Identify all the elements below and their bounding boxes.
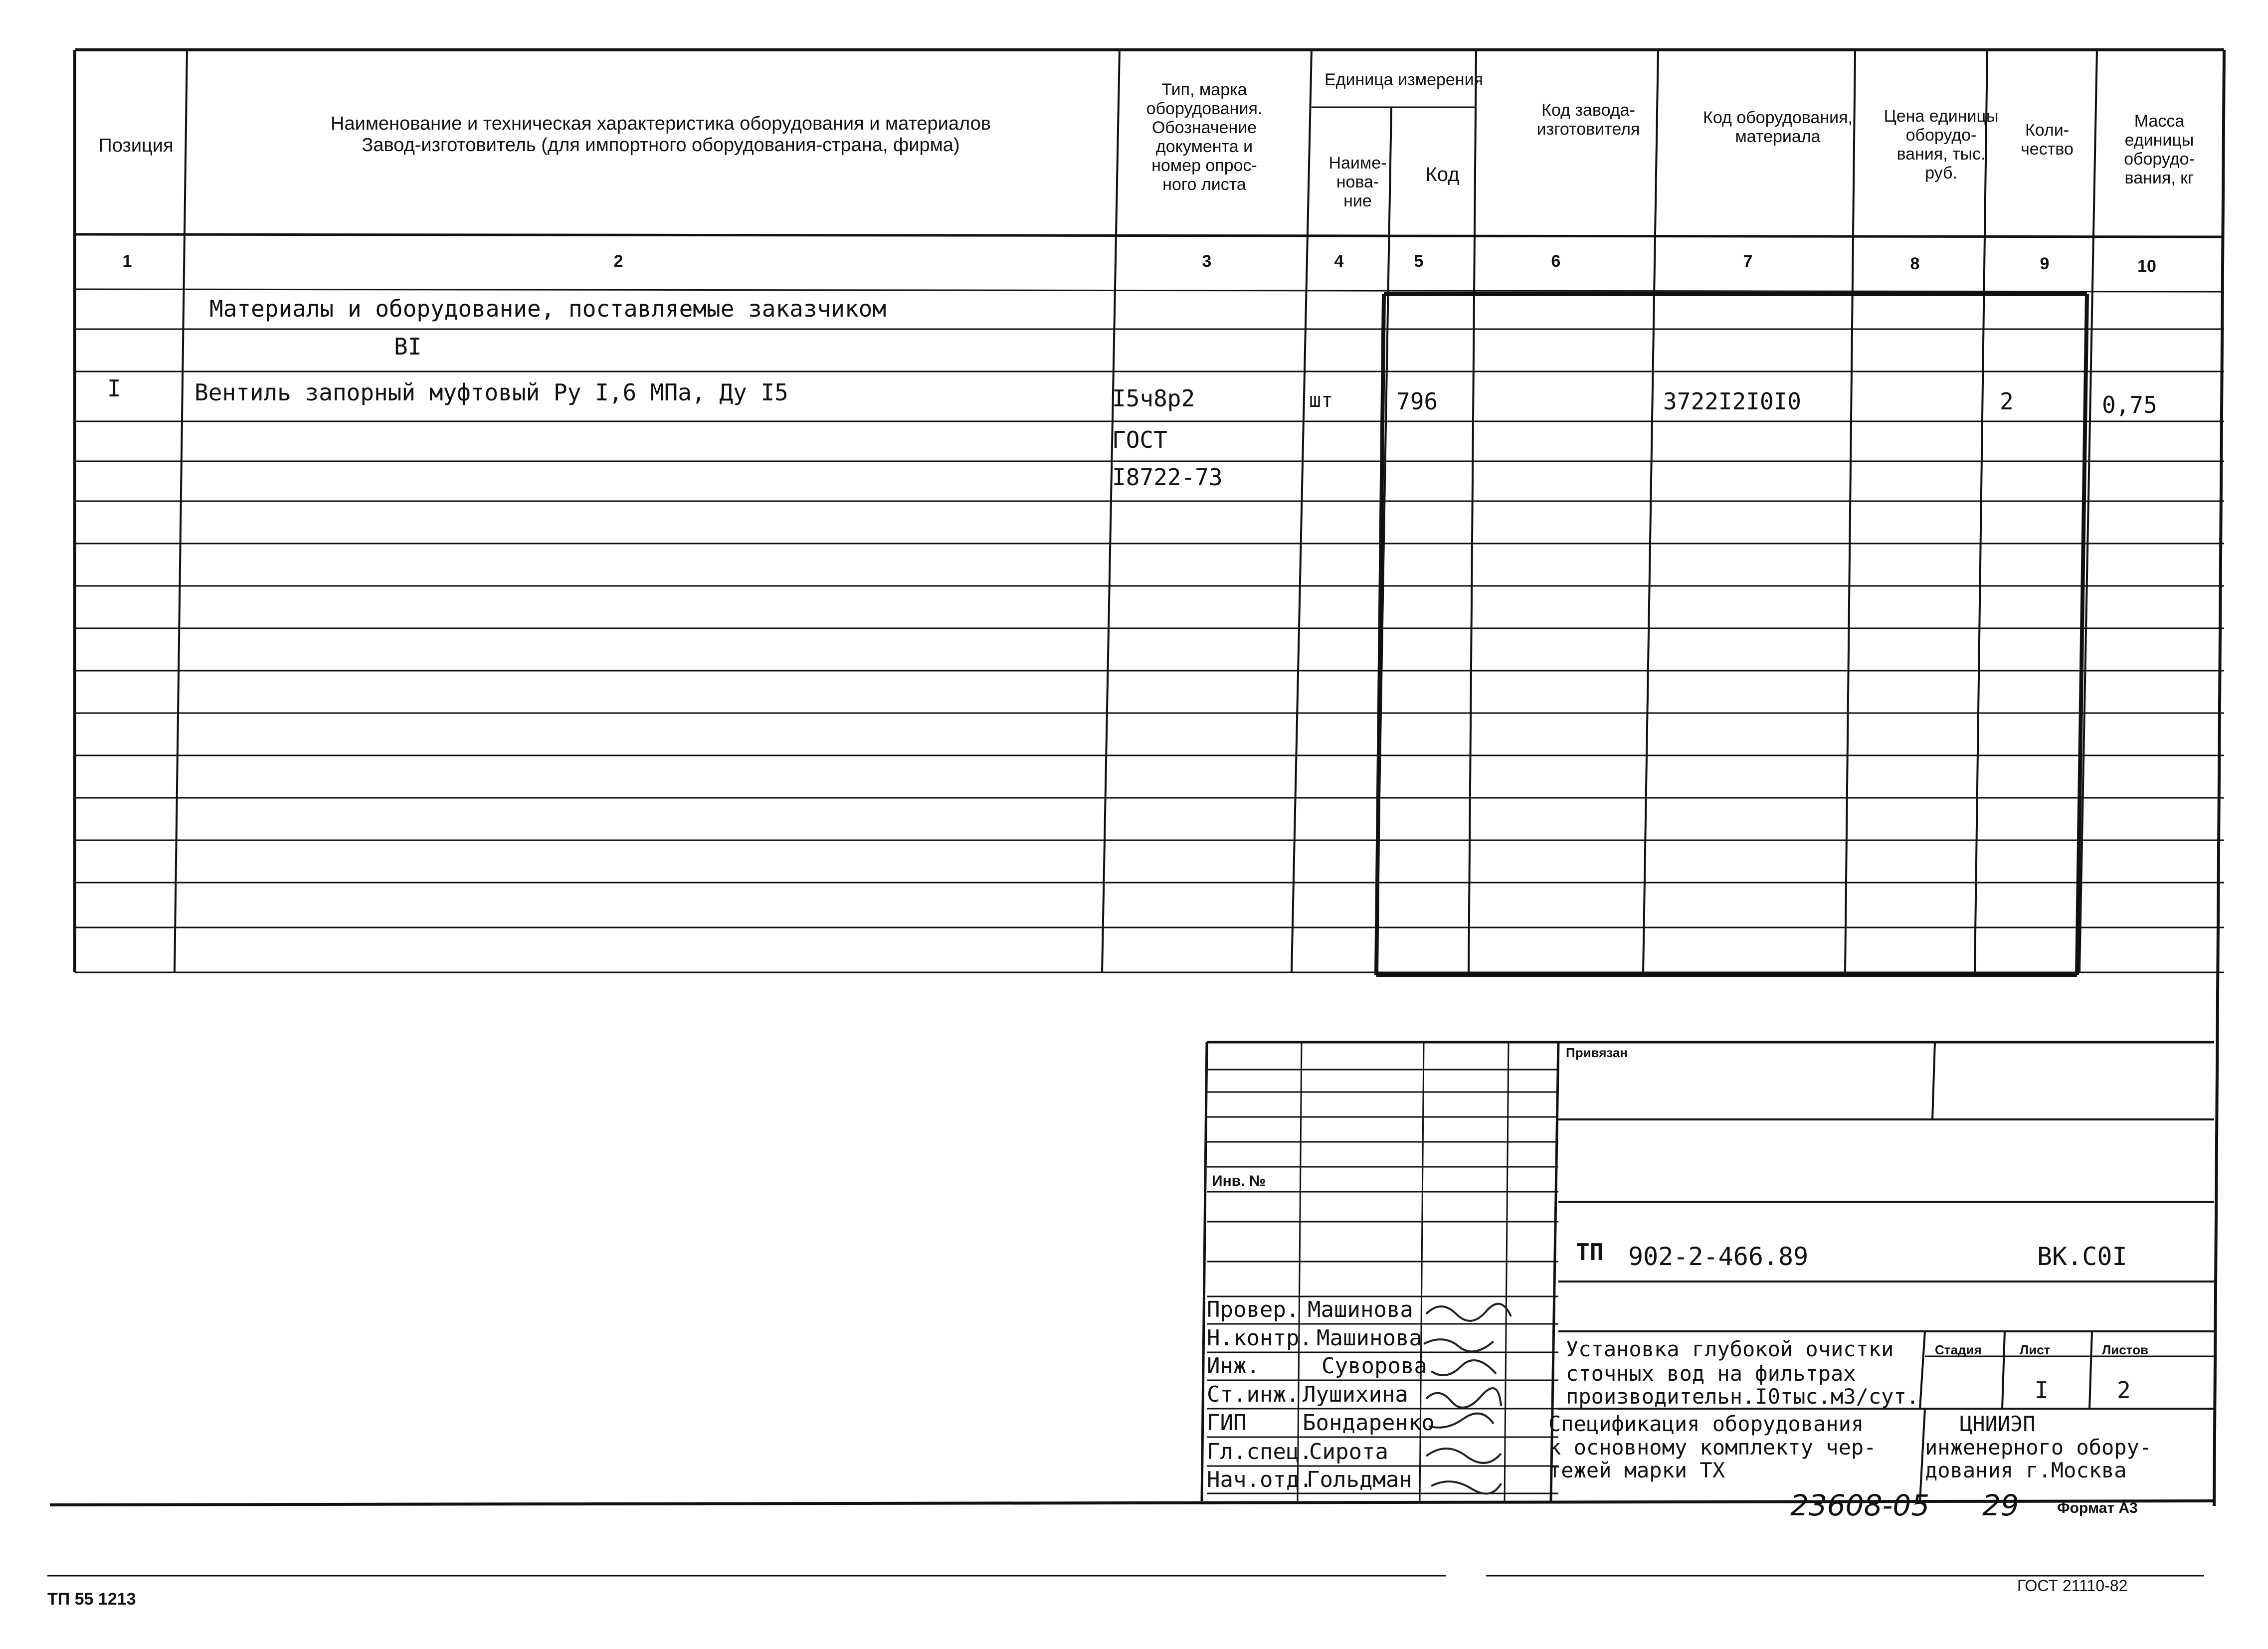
project-number: 902-2-466.89	[1628, 1242, 1809, 1271]
name-checker: Машинова	[1308, 1297, 1413, 1322]
sheet-value: I	[2035, 1377, 2049, 1404]
number-row-line	[75, 289, 2224, 292]
item-position: I	[107, 375, 121, 402]
name-norm-control: Машинова	[1317, 1325, 1422, 1351]
document-line-1: Спецификация оборудования	[1548, 1412, 1864, 1436]
header-factory-code: Код завода- изготовителя	[1536, 100, 1640, 139]
organization-line-2: инженерного обору-	[1925, 1435, 2152, 1460]
object-line-1: Установка глубокой очистки	[1566, 1337, 1894, 1361]
privyazan-divider	[1932, 1042, 1935, 1119]
sheet-left	[2002, 1331, 2005, 1409]
item-mass: 0,75	[2102, 391, 2157, 418]
name-chief-engineer: Бондаренко	[1303, 1410, 1435, 1436]
header-unit-price: Цена единицы оборудо- вания, тыс. руб.	[1884, 106, 1999, 183]
item-type: I5ч8р2	[1112, 385, 1195, 412]
stage-left	[1920, 1331, 1925, 1409]
column-number-9: 9	[2040, 254, 2050, 273]
header-bottom-line	[75, 234, 2224, 237]
role-norm-control: Н.контр.	[1207, 1325, 1313, 1351]
label-inv-no: Инв. №	[1212, 1173, 1266, 1189]
column-line-3	[1292, 50, 1312, 972]
header-type: Тип, марка оборудования. Обозначение документа и номер опрос- ного листа	[1146, 80, 1263, 194]
name-chief-specialist: Сирота	[1309, 1439, 1388, 1465]
section-subtitle: BI	[394, 333, 422, 360]
header-name	[189, 100, 1132, 170]
column-number-10: 10	[2137, 257, 2156, 276]
frame-right	[2214, 50, 2224, 1506]
object-line-2: сточных вод на фильтрах	[1566, 1361, 1856, 1386]
document-mark: ВК.С0I	[2037, 1242, 2127, 1271]
role-chief-specialist: Гл.спец.	[1207, 1439, 1313, 1465]
header-mass: Масса единицы оборудо- вания, кг	[2124, 111, 2195, 188]
signature-stroke-3	[1431, 1360, 1496, 1375]
role-department-head: Нач.отд.	[1207, 1467, 1313, 1492]
column-line-2	[1102, 50, 1120, 972]
sheets-value: 2	[2117, 1377, 2131, 1404]
header-unit-name: Наиме- нова- ние	[1328, 153, 1387, 211]
column-number-2: 2	[613, 252, 623, 271]
header-name-line2: Завод-изготовитель (для импортного оборудования-страна, фирма)	[362, 135, 960, 156]
item-type-gost-number: I8722-73	[1112, 464, 1223, 491]
column-number-8: 8	[1910, 254, 1920, 273]
name-engineer: Суворова	[1322, 1353, 1427, 1379]
item-equipment-code: 3722I2I0I0	[1663, 388, 1801, 415]
label-privyazan: Привязан	[1566, 1045, 1628, 1060]
sheets-left	[2089, 1331, 2092, 1409]
item-unit-code: 796	[1396, 388, 1438, 415]
header-unit-group: Единица измерения	[1324, 70, 1483, 89]
handwritten-archive-number: 23608-05	[1790, 1488, 1930, 1522]
signature-stroke-2	[1424, 1339, 1494, 1351]
format-label: Формат А3	[2057, 1500, 2138, 1516]
label-stage: Стадия	[1935, 1342, 1982, 1357]
object-line-3: производительн.I0тыс.м3/сут.	[1566, 1384, 1919, 1409]
column-number-7: 7	[1743, 252, 1753, 271]
column-line-6	[1643, 50, 1658, 972]
signature-stroke-6	[1426, 1449, 1501, 1463]
column-number-4: 4	[1334, 252, 1344, 271]
handwritten-sheet-number: 29	[1982, 1488, 2019, 1522]
column-number-5: 5	[1414, 252, 1424, 271]
print-number: ТП 55 1213	[47, 1590, 136, 1609]
item-name: Вентиль запорный муфтовый Ру I,6 МПа, Ду I5	[194, 379, 788, 406]
signature-stroke-4	[1426, 1388, 1501, 1408]
signature-scribbles	[1416, 1291, 1526, 1501]
role-engineer: Инж.	[1207, 1353, 1260, 1379]
column-number-3: 3	[1202, 252, 1212, 271]
signature-stroke-1	[1426, 1304, 1511, 1321]
column-number-1: 1	[122, 252, 132, 271]
role-checker: Провер.	[1207, 1297, 1300, 1322]
project-prefix: ТП	[1576, 1239, 1604, 1266]
header-name-line1: Наименование и техническая характеристика оборудования и материалов	[331, 113, 991, 135]
organization-line-3: дования г.Москва	[1925, 1458, 2127, 1482]
organization-line-1: ЦНИИЭП	[1960, 1412, 2036, 1436]
document-line-3: тежей марки ТХ	[1548, 1458, 1725, 1482]
header-equipment-code: Код оборудования, материала	[1703, 108, 1853, 146]
title-left	[1202, 1042, 1207, 1501]
name-department-head: Гольдман	[1307, 1467, 1412, 1492]
header-position: Позиция	[98, 135, 174, 157]
signature-col-1	[1298, 1042, 1302, 1501]
column-line-7	[1845, 50, 1855, 972]
name-senior-engineer: Лушихина	[1303, 1382, 1408, 1407]
header-unit-code: Код	[1425, 163, 1460, 185]
role-senior-engineer: Ст.инж.	[1207, 1382, 1300, 1407]
item-type-gost: ГОСТ	[1112, 426, 1167, 453]
org-left	[1920, 1409, 1925, 1501]
signature-stroke-7	[1431, 1481, 1501, 1493]
signature-stroke-5	[1429, 1414, 1494, 1428]
item-unit: шт	[1309, 389, 1333, 412]
header-quantity: Коли- чество	[2021, 120, 2074, 159]
label-sheet: Лист	[2020, 1342, 2051, 1357]
label-sheets: Листов	[2102, 1342, 2148, 1357]
section-title: Материалы и оборудование, поставляемые заказчиком	[209, 295, 887, 322]
column-number-6: 6	[1551, 252, 1561, 271]
gost-label: ГОСТ 21110-82	[2017, 1577, 2128, 1595]
role-chief-engineer: ГИП	[1207, 1410, 1247, 1436]
document-line-2: к основному комплекту чер-	[1548, 1435, 1877, 1460]
item-quantity: 2	[2000, 388, 2014, 415]
